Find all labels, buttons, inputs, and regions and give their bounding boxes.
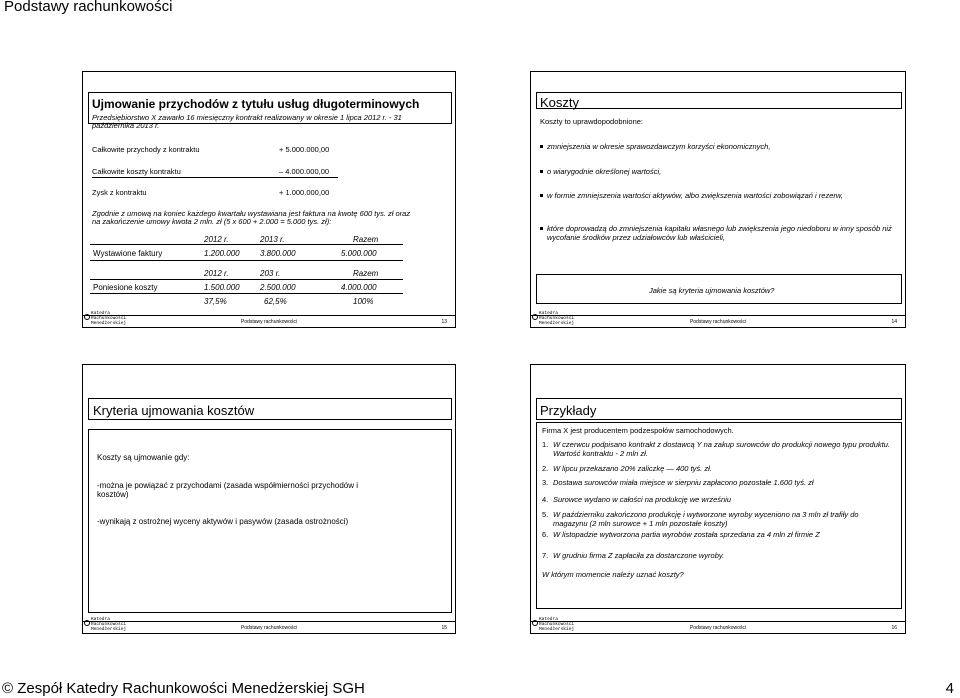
list-item: Surowce wydano w całości na produkcję we wrześniu [553,495,732,504]
question-link[interactable]: Jakie są kryteria ujmowania kosztów? [649,286,775,295]
bullet-2: o wiarygodnie określonej wartości, [547,167,662,176]
bullet-4: które doprowadzą do zmniejszenia kapitału własnego lub zwiększenia jego niedoboru w inny sposób niż wycofanie środków przez udziałowców lub właścicieli, [547,224,892,242]
slide-number: 16 [891,625,897,631]
item-2: -wynikają z ostrożnej wyceny aktywów i pasywów (zasada ostrożności) [97,517,349,526]
slide-15-footer: Katedra Rachunkowości Menedżerskiej Podstawy rachunkowości 15 [83,621,455,633]
slide-14 [530,71,906,328]
subtitle: Koszty to uprawdopodobnione: [540,117,643,126]
list-item-number: 7. [542,551,549,560]
list-item-number: 1. [542,440,549,449]
note-line-2: na zakończenie umowy kwota 2 mln. zł (5 x 600 + 2.000 = 5.000 tys. zł): [92,217,332,226]
slide-number: 13 [441,319,447,325]
list-item-number: 2. [542,464,549,473]
list-item-number: 5. [542,510,549,519]
lead: Koszty są ujmowanie gdy: [97,453,190,462]
slide-number: 14 [891,319,897,325]
list-item: W lipcu przekazano 20% zaliczkę — 400 tyś. zł. [553,464,712,473]
slide-15 [82,364,456,634]
profit-label: Zysk z kontraktu [92,188,147,197]
intro: Firma X jest producentem podzespołów samochodowych. [542,426,734,435]
t1-header-2013: 2013 r. [260,235,285,244]
list-item-number: 6. [542,530,549,539]
slide-13 [82,71,456,328]
list-item: Dostawa surowców miała miejsce w sierpniu zapłacono pozostałe 1.600 tyś. zł [553,478,814,487]
slide-number: 15 [441,625,447,631]
t1-header-2012: 2012 r. [204,235,229,244]
question: W którym momencie należy uznać koszty? [542,570,684,579]
slide-13-title: Ujmowanie przychodów z tytułu usług długoterminowych [92,97,420,111]
footer-author: © Zespół Katedry Rachunkowości Menedżerskiej SGH [2,680,365,697]
intro-line-1: Przedsiębiorstwo X zawarło 16 miesięczny kontrakt realizowany w okresie 1 lipca 2012 r. - 31 [92,113,402,122]
revenue-label: Całkowite przychody z kontraktu [92,145,200,154]
t1-header-total: Razem [353,235,379,244]
revenue-value: + 5.000.000,00 [279,145,330,154]
slide-15-title: Kryteria ujmowania kosztów [93,403,255,418]
t1-value-2013: 3.800.000 [260,249,296,258]
bullet-3: w formie zmniejszenia wartości aktywów, albo zwiększenia wartości zobowiązań i rezerw, [547,191,843,200]
footer-page-number: 4 [945,680,954,697]
t2-value-2013: 2.500.000 [260,283,296,292]
t2-header-total: Razem [353,269,379,278]
list-item-number: 3. [542,478,549,487]
cost-value: – 4.000.000,00 [279,167,330,176]
t2-pct-2012: 37,5% [204,297,227,306]
department-logo: Katedra Rachunkowości Menedżerskiej [91,311,126,326]
t1-row-label: Wystawione faktury [93,249,163,258]
slide-16-footer: Katedra Rachunkowości Menedżerskiej Podstawy rachunkowości 16 [531,621,905,633]
t2-row-label: Poniesione koszty [93,283,158,292]
t2-pct-total: 100% [353,297,374,306]
bullet-1: zmniejszenia w okresie sprawozdawczym korzyści ekonomicznych, [547,142,771,151]
list-item: W grudniu firma Z zapłaciła za dostarczone wyroby. [553,551,725,560]
slide-14-title: Koszty [540,95,580,110]
t2-pct-2013: 62,5% [264,297,287,306]
t1-value-total: 5.000.000 [341,249,377,258]
list-item: W czerwcu podpisano kontrakt z dostawcą Y na zakup surowców do produkcji nowego typu produktu. Wartość kontraktu - 2 mln zł. [553,440,890,458]
item-1: -można je powiązać z przychodami (zasada współmierności przychodów i kosztów) [97,481,358,499]
slide-13-footer: Katedra Rachunkowości Menedżerskiej Podstawy rachunkowości 13 [83,315,455,327]
list-item: W listopadzie wytworzona partia wyrobów została sprzedana za 4 mln zł firmie Z [553,530,820,539]
slide-16-title: Przykłady [540,403,597,418]
list-item: W październiku zakończono produkcję i wytworzone wyroby wyceniono na 3 mln zł trafiły do magazynu (2 mln surowce + 1 mln pozostałe koszty) [553,510,859,528]
intro-line-2: października 2013 r. [92,121,160,130]
slide-16 [530,364,906,634]
list-item-number: 4. [542,495,549,504]
t2-value-total: 4.000.000 [341,283,377,292]
t2-value-2012: 1.500.000 [204,283,240,292]
t2-header-2012: 2012 r. [204,269,229,278]
profit-value: + 1.000.000,00 [279,188,330,197]
slide-14-footer: Katedra Rachunkowości Menedżerskiej Podstawy rachunkowości 14 [531,315,905,327]
t2-header-2013: 203 r. [260,269,281,278]
note-line-1: Zgodnie z umową na koniec każdego kwartału wystawiana jest faktura na kwotę 600 tys. zł oraz [92,209,411,218]
page-title: Podstawy rachunkowości [4,0,173,15]
t1-value-2012: 1.200.000 [204,249,240,258]
cost-label: Całkowite koszty kontraktu [92,167,181,176]
